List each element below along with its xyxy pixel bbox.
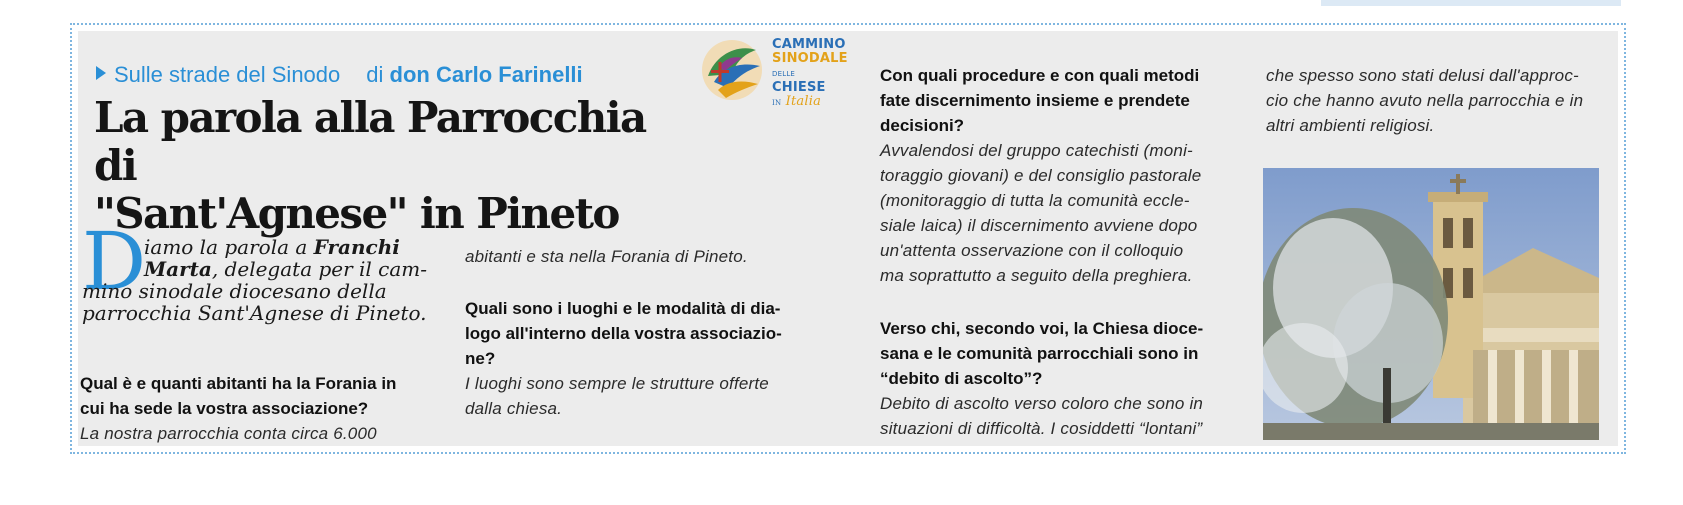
headline: [94, 94, 694, 238]
church-frieze: [1478, 328, 1599, 342]
answer-3-line-3: (monitoraggio di tutta la comunità eccle-: [880, 191, 1190, 210]
question-1-line-1: Qual è e quanti abitanti ha la Forania in: [80, 374, 397, 393]
answer-3-line-5: un'attenta osservazione con il colloquio: [880, 241, 1184, 260]
intro-text-2: , delegata per il cam-: [211, 257, 428, 281]
intro-line-1: [82, 236, 442, 258]
answer-3-line-2: toraggio giovani) e del consiglio pastorale: [880, 166, 1202, 185]
qa-block-3: [880, 63, 1255, 288]
church-illustration: [1263, 168, 1599, 440]
intro-name-first: Marta: [144, 257, 212, 281]
question-3: [880, 63, 1255, 138]
dove-cross-logo-icon: [698, 36, 768, 104]
ground: [1263, 423, 1599, 440]
question-4-line-2: sana e le comunità parrocchiali sono in: [880, 344, 1199, 363]
answer-1-continued: abitanti e sta nella Forania di Pineto.: [465, 247, 748, 266]
question-4-line-1: Verso chi, secondo voi, la Chiesa dioce-: [880, 319, 1204, 338]
answer-1-continued-block: [465, 244, 835, 269]
drop-cap: D: [82, 215, 147, 308]
question-2: [465, 296, 835, 371]
question-1-line-2: cui ha sede la vostra associazione?: [80, 399, 369, 418]
answer-4-continued: [1266, 63, 1626, 138]
byline-prefix: di: [366, 62, 384, 87]
question-4: [880, 316, 1255, 391]
logo-text-italia: [772, 95, 850, 110]
intro-paragraph: [82, 236, 442, 324]
tower-cross: [1456, 174, 1460, 194]
qa-block-1: [80, 371, 452, 446]
church-photo: [1263, 168, 1599, 440]
tower-window: [1463, 218, 1473, 248]
intro-name-surname: Franchi: [313, 235, 400, 259]
answer-4-continued-block: [1266, 63, 1626, 138]
intro-line-3: mino sinodale diocesano della: [82, 279, 387, 303]
answer-2-line-1: I luoghi sono sempre le strutture offerte: [465, 374, 769, 393]
answer-4-cont-line-2: cio che hanno avuto nella parrocchia e in: [1266, 91, 1584, 110]
logo-text-delle: DELLE: [772, 70, 796, 78]
question-1: [80, 371, 452, 421]
answer-4-cont-line-3: altri ambienti religiosi.: [1266, 116, 1435, 135]
logo-text-italia-word: Italia: [785, 94, 822, 109]
answer-2-line-2: dalla chiesa.: [465, 399, 563, 418]
tower-window: [1443, 218, 1453, 248]
section-kicker: [96, 62, 583, 88]
headline-line-2: "Sant'Agnese" in Pineto: [94, 189, 619, 238]
answer-4-line-1: Debito di ascolto verso coloro che sono in: [880, 394, 1204, 413]
logo-wordmark: [772, 38, 850, 110]
answer-4-cont-line-1: che spesso sono stati delusi dall'approc-: [1266, 66, 1579, 85]
logo-text-cammino: CAMMINO: [772, 37, 846, 52]
question-4-line-3: “debito di ascolto”?: [880, 369, 1043, 388]
question-2-line-2: logo all'interno della vostra associazio-: [465, 324, 782, 343]
intro-line-4: parrocchia Sant'Agnese di Pineto.: [82, 301, 427, 325]
question-2-line-3: ne?: [465, 349, 496, 368]
intro-line-2: [82, 258, 442, 280]
logo-text-sinodale: SINODALE: [772, 51, 848, 66]
logo-text-in: IN: [772, 99, 782, 107]
byline-author: don Carlo Farinelli: [389, 62, 583, 87]
triangle-bullet-icon: [96, 66, 106, 80]
qa-block-2: [465, 296, 835, 421]
tower-cross-bar: [1450, 179, 1466, 183]
answer-4: [880, 391, 1255, 441]
answer-2: [465, 371, 835, 421]
logo-text-chiese: [772, 66, 850, 95]
answer-3-line-1: Avvalendosi del gruppo catechisti (moni-: [880, 141, 1193, 160]
answer-1: La nostra parrocchia conta circa 6.000: [80, 424, 377, 443]
tower-window: [1463, 268, 1473, 298]
question-3-line-2: fate discernimento insieme e prendete: [880, 91, 1190, 110]
intro-text-1: iamo la parola a: [144, 235, 314, 259]
answer-4-line-2: situazioni di difficoltà. I cosiddetti “lontani”: [880, 419, 1203, 438]
section-label: Sulle strade del Sinodo: [114, 62, 341, 87]
question-3-line-3: decisioni?: [880, 116, 965, 135]
cammino-sinodale-logo: [698, 34, 850, 109]
answer-3: [880, 138, 1255, 288]
question-3-line-1: Con quali procedure e con quali metodi: [880, 66, 1200, 85]
qa-block-4: [880, 316, 1255, 441]
headline-line-1: La parola alla Parrocchia di: [94, 93, 646, 190]
top-bar-accent: [1321, 0, 1621, 6]
question-2-line-1: Quali sono i luoghi e le modalità di dia-: [465, 299, 781, 318]
answer-3-line-6: ma soprattutto a seguito della preghiera.: [880, 266, 1193, 285]
logo-text-chiese-word: CHIESE: [772, 80, 826, 95]
answer-3-line-4: siale laica) il discernimento avviene dopo: [880, 216, 1198, 235]
